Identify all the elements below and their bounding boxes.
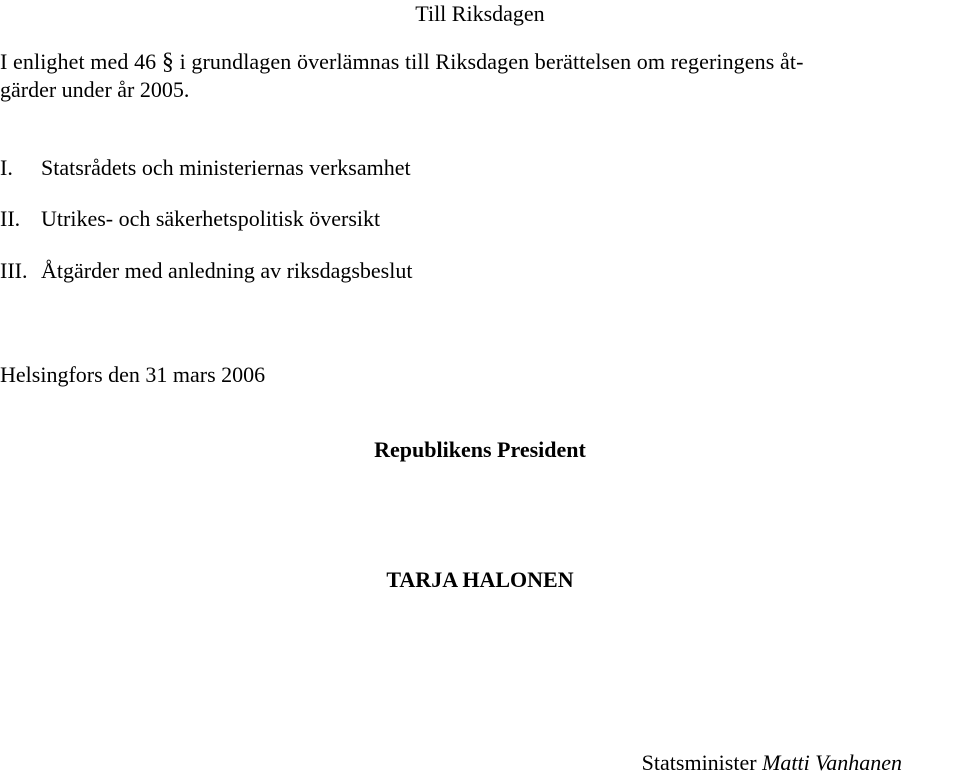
- section-item-1: [0, 155, 411, 181]
- section-item-2: [0, 206, 380, 232]
- place-and-date: Helsingfors den 31 mars 2006: [0, 362, 266, 387]
- section-number: III.: [0, 258, 28, 283]
- minister-signature: [642, 750, 902, 776]
- intro-paragraph-line-1: [0, 49, 804, 75]
- president-name: TARJA HALONEN: [386, 567, 574, 592]
- section-item-3: [0, 258, 412, 284]
- section-sign-symbol: §: [161, 49, 174, 75]
- section-title: Utrikes- och säkerhetspolitisk översikt: [41, 206, 381, 231]
- section-number: II.: [0, 206, 21, 231]
- document-heading: Till Riksdagen: [415, 1, 545, 26]
- section-number: I.: [0, 155, 13, 180]
- section-title: Åtgärder med anledning av riksdagsbeslut: [41, 258, 413, 283]
- intro-text-start: I enlighet med 46: [0, 49, 162, 74]
- minister-name: Matti Vanhanen: [762, 750, 902, 775]
- section-title: Statsrådets och ministeriernas verksamhet: [41, 155, 411, 180]
- minister-title: Statsminister: [641, 750, 757, 775]
- president-title: Republikens President: [374, 437, 586, 462]
- intro-paragraph-line-2: gärder under år 2005.: [0, 77, 190, 102]
- intro-text-end: i grundlagen överlämnas till Riksdagen berättelsen om regeringens åt-: [173, 49, 804, 74]
